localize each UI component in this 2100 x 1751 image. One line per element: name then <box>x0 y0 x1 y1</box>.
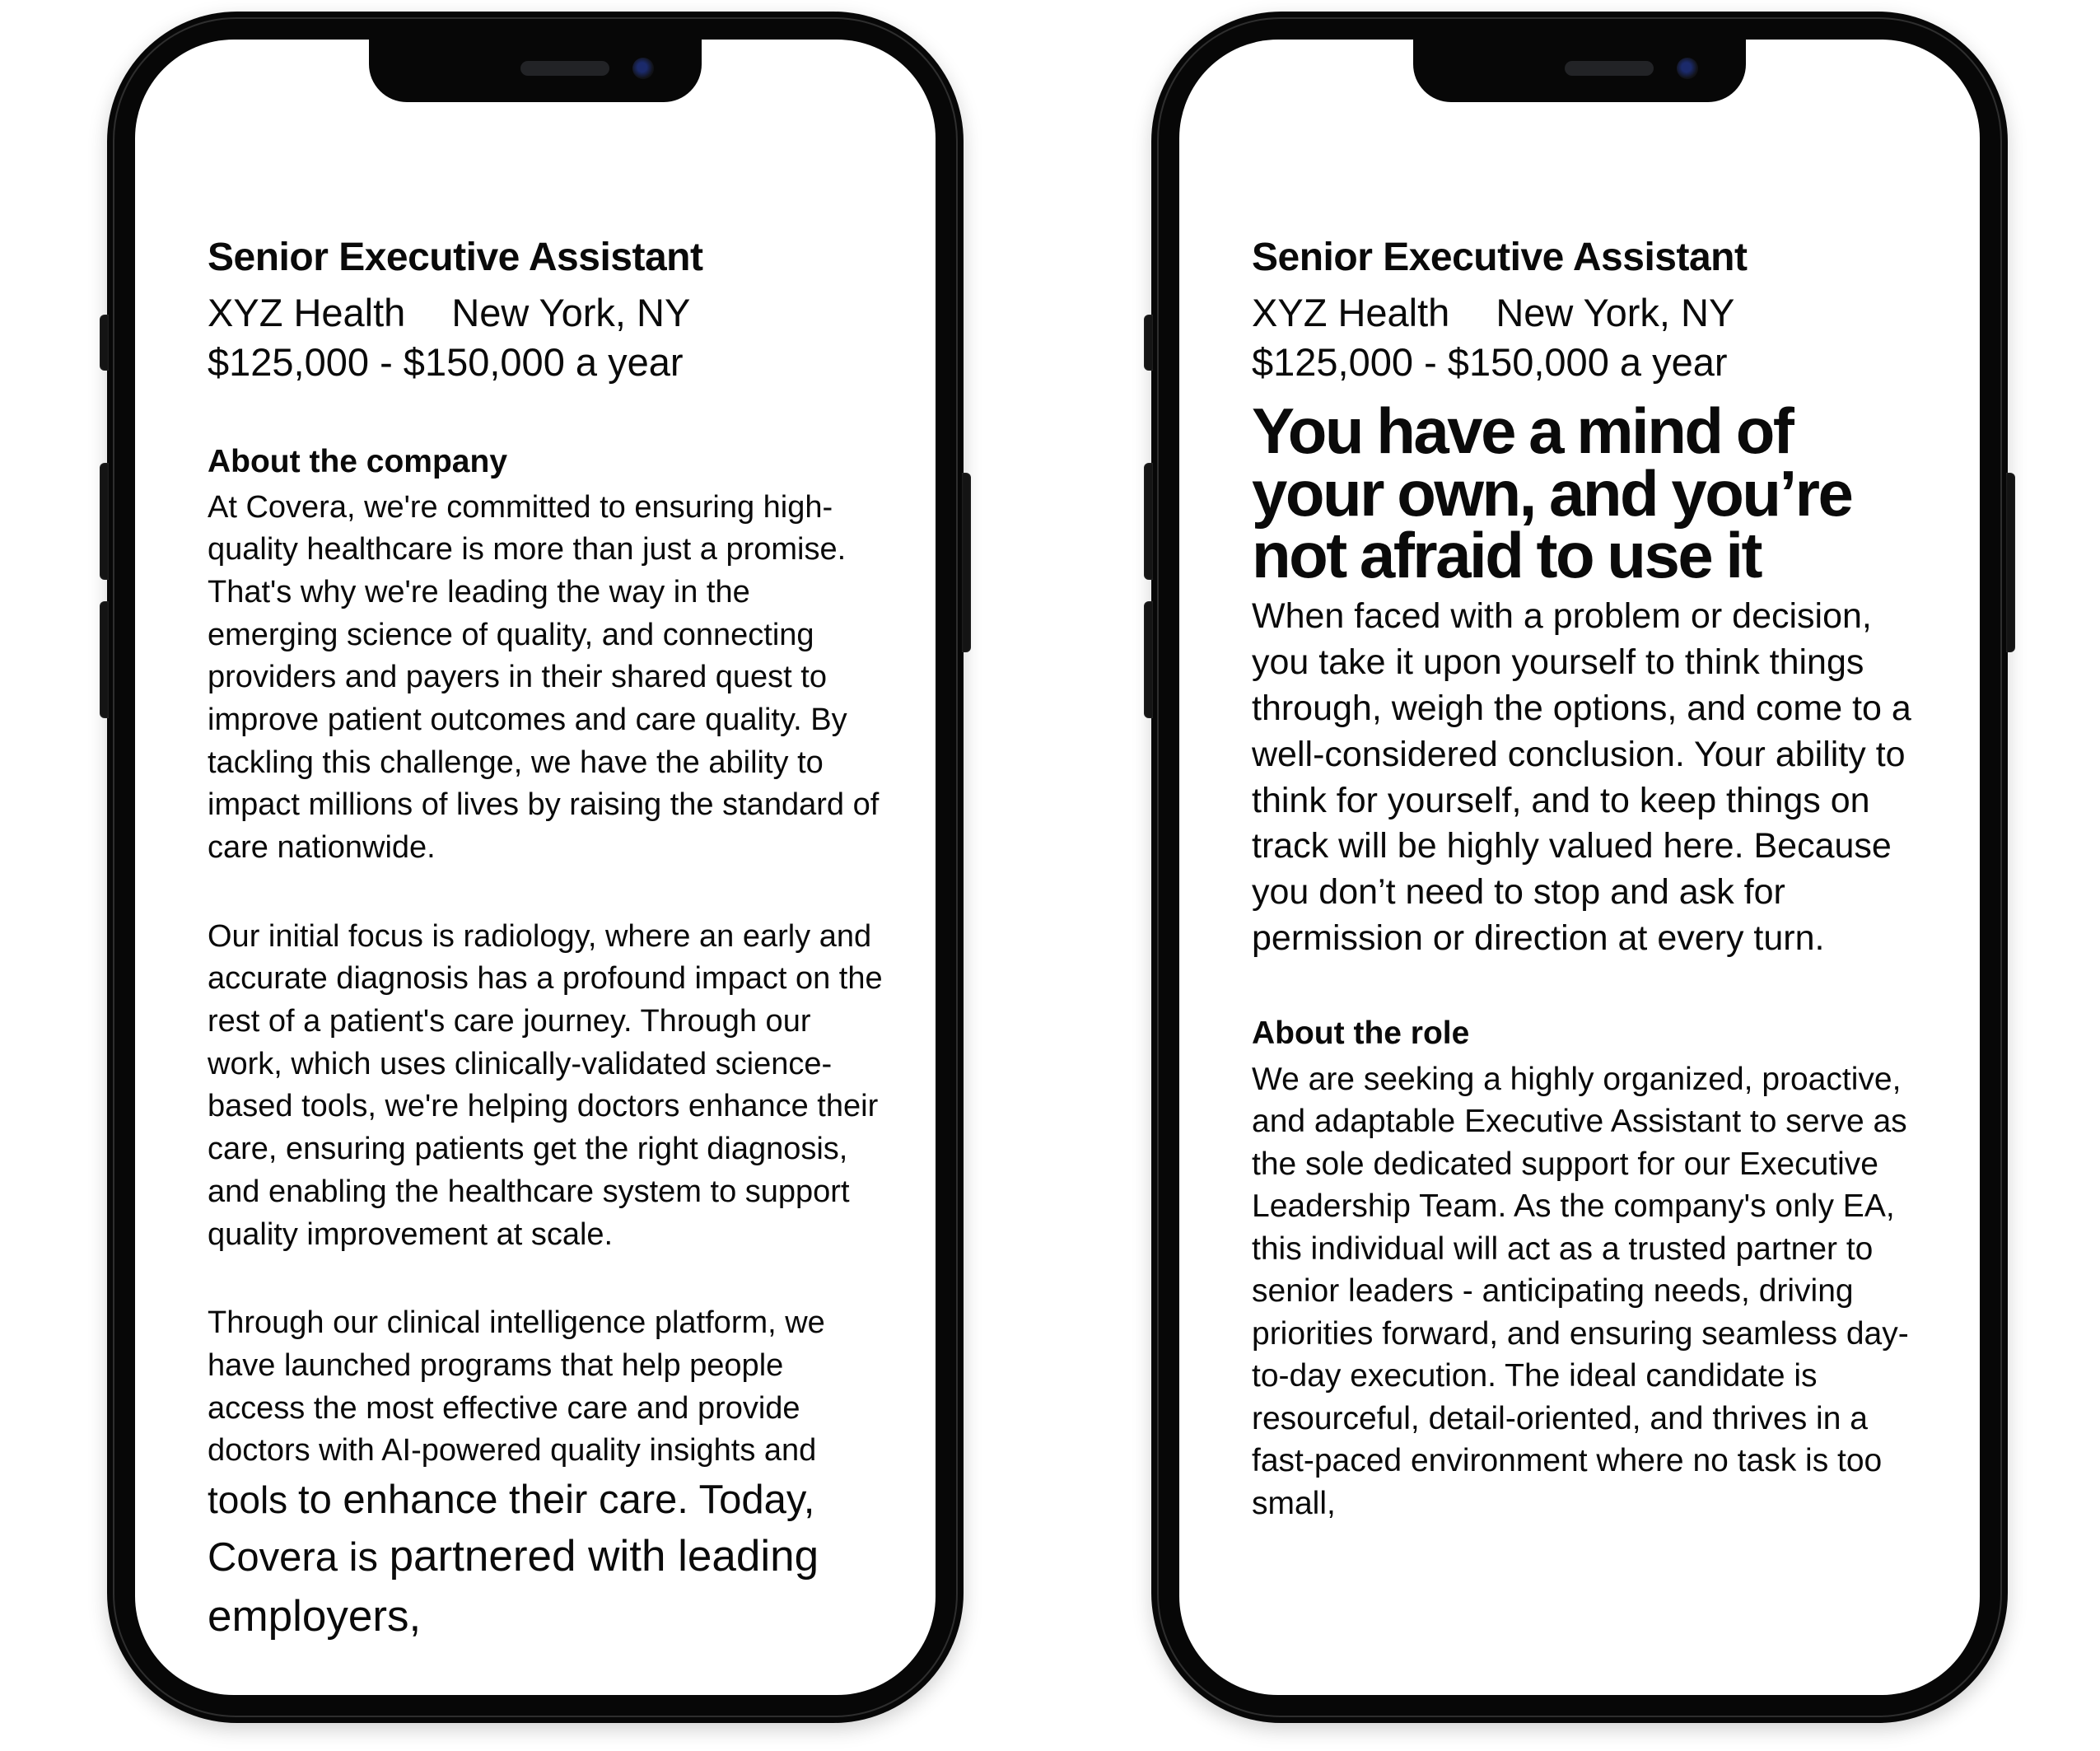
volume-down-button <box>100 601 109 718</box>
about-role-paragraph: We are seeking a highly organized, proactive, and adaptable Executive Assistant to serve as the sole dedicated support for our Executive Leadership Team. As the company's only EA, this individual will act as a trusted partner to senior leaders - anticipating needs, driving priorities forward, and ensuring seamless day-to-day execution. The ideal candidate is resourceful, detail-oriented, and thrives in a fast-paced environment where no task is too small, <box>1252 1061 1909 1521</box>
job-company-location <box>208 288 886 338</box>
phone-notch <box>369 40 702 102</box>
job-company: XYZ Health <box>1252 290 1450 334</box>
power-button <box>962 473 971 652</box>
paragraph-3-growing-text-3: partnered with leading employers, <box>208 1532 819 1641</box>
earpiece-speaker-icon <box>520 61 609 76</box>
paragraph-3-growing-text-2: to enhance their care. Today, Covera is <box>208 1477 815 1581</box>
power-button <box>2006 473 2015 652</box>
volume-up-button <box>1144 463 1153 580</box>
job-posting-rewritten <box>1179 40 1980 1695</box>
phone-screen-left <box>135 40 936 1695</box>
about-company-heading: About the company <box>208 444 508 480</box>
job-company-location <box>1252 288 1930 338</box>
phone-mockup-right <box>1151 12 2008 1723</box>
earpiece-speaker-icon <box>1565 61 1654 76</box>
front-camera-icon <box>1677 58 1698 79</box>
mute-switch <box>1144 315 1153 371</box>
paragraph-3-normal-text: Through our clinical intelligence platform, we have launched programs that help people access the most effective care and provide doctors with AI-powered quality insights and <box>208 1305 825 1469</box>
job-title: Senior Executive Assistant <box>1252 236 1748 279</box>
job-salary: $125,000 - $150,000 a year <box>1252 339 1728 384</box>
paragraph-3-growing-text-1: tools <box>208 1478 298 1521</box>
job-hook-headline: You have a mind of your own, and you’re not afraid to use it <box>1252 395 1852 592</box>
about-company-paragraph-1: At Covera, we're committed to ensuring high-quality healthcare is more than just a promise. That's why we're leading the way in the emerging science of quality, and connecting providers and payers in their shared quest to improve patient outcomes and care quality. By tackling this challenge, we have the ability to impact millions of lives by raising the standard of care nationwide. <box>208 489 880 866</box>
job-company: XYZ Health <box>208 290 406 334</box>
job-posting-original <box>135 40 936 1695</box>
job-hook-paragraph: When faced with a problem or decision, you take it upon yourself to think things through, weigh the options, and come to a well-considered conclusion. Your ability to think for yourself, and to keep things on track will be highly valued here. Because you don’t need to stop and ask for permission or direction at every turn. <box>1252 596 1911 959</box>
about-role-heading: About the role <box>1252 1016 1470 1052</box>
job-title: Senior Executive Assistant <box>208 236 703 279</box>
phone-screen-right <box>1179 40 1980 1695</box>
volume-up-button <box>100 463 109 580</box>
job-location: New York, NY <box>1496 290 1735 334</box>
about-company-paragraph-3 <box>208 1302 886 1646</box>
mute-switch <box>100 315 109 371</box>
job-location: New York, NY <box>451 290 691 334</box>
front-camera-icon <box>632 58 654 79</box>
volume-down-button <box>1144 601 1153 718</box>
phone-mockup-left <box>107 12 964 1723</box>
phone-notch <box>1413 40 1746 102</box>
job-salary: $125,000 - $150,000 a year <box>208 339 684 384</box>
about-company-paragraph-2: Our initial focus is radiology, where an early and accurate diagnosis has a profound impact on the rest of a patient's care journey. Through our work, which uses clinically-validated science-based tools, we're helping doctors enhance their care, ensuring patients get the right diagnosis, and enabling the healthcare system to support quality improvement at scale. <box>208 918 883 1252</box>
